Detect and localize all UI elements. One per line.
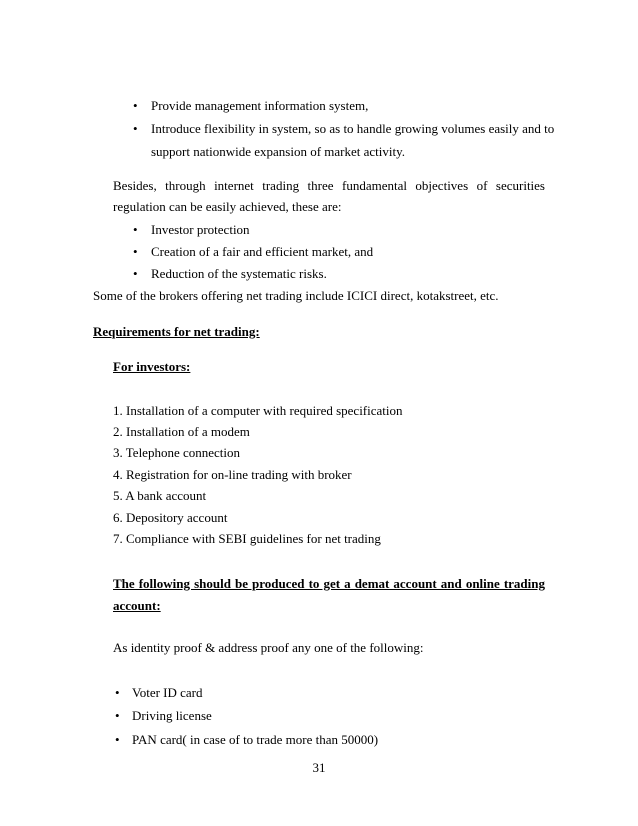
requirement-item: 1. Installation of a computer with required specification bbox=[113, 403, 403, 418]
list-item-continuation: support nationwide expansion of market activity. bbox=[151, 144, 406, 159]
bullet-icon: • bbox=[115, 732, 120, 747]
list-item: Provide management information system, bbox=[151, 98, 369, 113]
requirement-item: 6. Depository account bbox=[113, 510, 228, 525]
subsection-heading: For investors: bbox=[113, 359, 191, 374]
paragraph-line: Besides, through internet trading three fundamental objectives of securities bbox=[113, 178, 545, 193]
bullet-icon: • bbox=[115, 708, 120, 723]
page-number: 31 bbox=[312, 760, 326, 775]
requirement-item: 2. Installation of a modem bbox=[113, 424, 250, 439]
list-item: Creation of a fair and efficient market, and bbox=[151, 244, 374, 259]
brokers-sentence: Some of the brokers offering net trading include ICICI direct, kotakstreet, etc. bbox=[93, 288, 499, 303]
requirement-item: 7. Compliance with SEBI guidelines for net trading bbox=[113, 531, 381, 546]
bullet-icon: • bbox=[115, 685, 120, 700]
demat-heading-line: account: bbox=[113, 598, 161, 613]
bullet-icon: • bbox=[133, 121, 138, 136]
list-item: PAN card( in case of to trade more than 50000) bbox=[132, 732, 379, 747]
bullet-icon: • bbox=[133, 222, 138, 237]
demat-heading-line: The following should be produced to get a demat account and online trading bbox=[113, 576, 545, 591]
list-item: Driving license bbox=[132, 708, 212, 723]
requirement-item: 3. Telephone connection bbox=[113, 445, 241, 460]
identity-intro: As identity proof & address proof any one of the following: bbox=[113, 640, 424, 655]
list-item: Introduce flexibility in system, so as to handle growing volumes easily and to bbox=[151, 121, 555, 136]
list-item: Voter ID card bbox=[132, 685, 203, 700]
list-item: Investor protection bbox=[151, 222, 250, 237]
requirement-item: 4. Registration for on-line trading with broker bbox=[113, 467, 352, 482]
bullet-icon: • bbox=[133, 98, 138, 113]
requirement-item: 5. A bank account bbox=[113, 488, 207, 503]
bullet-icon: • bbox=[133, 266, 138, 281]
list-item: Reduction of the systematic risks. bbox=[151, 266, 327, 281]
paragraph-line: regulation can be easily achieved, these are: bbox=[113, 199, 342, 214]
bullet-icon: • bbox=[133, 244, 138, 259]
section-heading: Requirements for net trading: bbox=[93, 324, 260, 339]
